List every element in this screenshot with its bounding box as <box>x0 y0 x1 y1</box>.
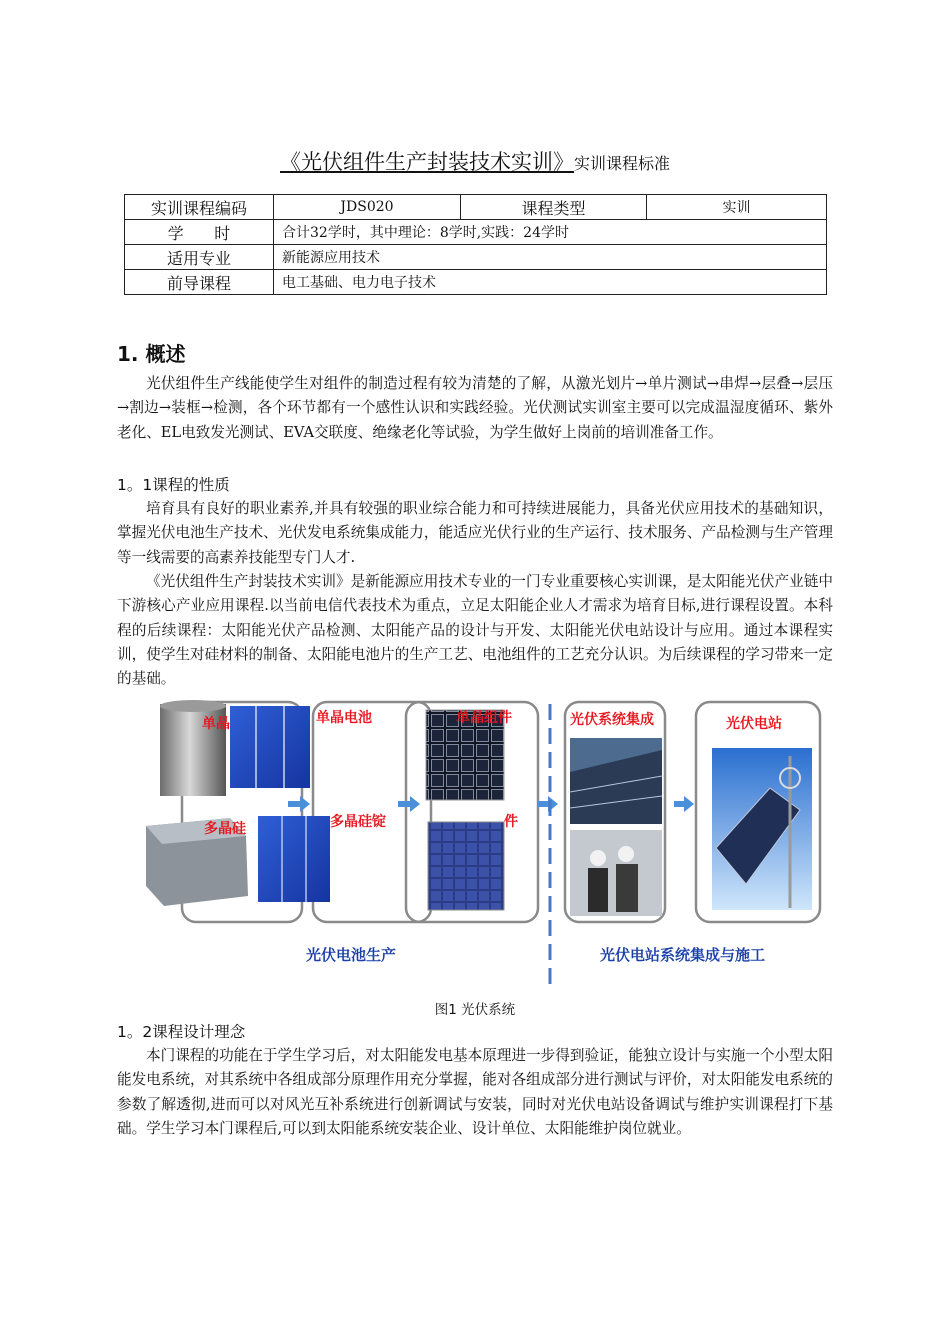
label-construction: 光伏电站系统集成与施工 <box>600 946 766 964</box>
frame-cell <box>313 702 431 922</box>
major-label: 适用专业 <box>125 245 274 270</box>
table-row <box>125 195 827 220</box>
table-row <box>125 270 827 295</box>
poly-module-image <box>428 822 504 910</box>
prereq-label: 前导课程 <box>125 270 274 295</box>
title-sub: 实训课程标准 <box>573 154 670 173</box>
label-mono: 单晶 <box>202 716 230 732</box>
arrow-icon <box>674 796 694 812</box>
figure-caption: 图1 光伏系统 <box>434 1002 516 1018</box>
label-station: 光伏电站 <box>726 716 782 732</box>
hours-value: 合计32学时，其中理论：8学时,实践：24学时 <box>274 220 827 245</box>
arrow-icon <box>538 796 558 812</box>
label-poly-module: 件 <box>504 814 518 830</box>
major-value: 新能源应用技术 <box>274 245 827 270</box>
nature-paragraph-1: 培育具有良好的职业素养,并具有较强的职业综合能力和可持续进展能力，具备光伏应用技术的基础知识，掌握光伏电池生产技术、光伏发电系统集成能力，能适应光伏行业的生产运行、技术服务、产品检测与生产管理等一线需要的高素养技能型专门人才. <box>117 500 833 566</box>
label-mono-module: 单晶组件 <box>456 710 512 726</box>
code-label: 实训课程编码 <box>125 195 274 220</box>
code-value: JDS020 <box>274 195 461 220</box>
type-label: 课程类型 <box>461 195 647 220</box>
page-title <box>0 146 950 176</box>
prereq-value: 电工基础、电力电子技术 <box>274 270 827 295</box>
label-mono-cell: 单晶电池 <box>316 710 372 726</box>
arrow-icon <box>288 796 310 812</box>
section-heading-nature: 1。1课程的性质 <box>117 476 230 494</box>
mono-cell-image <box>230 706 310 788</box>
hours-label: 学 时 <box>125 220 274 245</box>
nature-paragraph-2: 《光伏组件生产封装技术实训》是新能源应用技术专业的一门专业重要核心实训课，是太阳能光伏产业链中下游核心产业应用课程.以当前电信代表技术为重点，立足太阳能企业人才需求为培育目标,进行课程设置。本科程的后续课程：太阳能光伏产品检测、太阳能产品的设计与开发、太阳能光伏电站设计与应用。通过本课程实训，使学生对硅材料的制备、太阳能电池片的生产工艺、电池组件的工艺充分认识。为后续课程的学习带来一定的基础。 <box>117 573 833 688</box>
label-integration: 光伏系统集成 <box>570 712 654 728</box>
label-poly-ingot: 多晶硅锭 <box>330 814 386 830</box>
section-heading-overview: 1. 概述 <box>117 342 186 366</box>
section-heading-design: 1。2课程设计理念 <box>117 1023 246 1041</box>
poly-cell-image <box>258 816 330 902</box>
pv-system-figure <box>130 698 830 988</box>
title-main: 《光伏组件生产封装技术实训》 <box>279 150 574 174</box>
label-production: 光伏电池生产 <box>306 946 397 964</box>
table-row <box>125 220 827 245</box>
label-poly: 多晶硅 <box>204 821 246 837</box>
type-value: 实训 <box>647 195 827 220</box>
table-row <box>125 245 827 270</box>
course-info-table <box>124 194 827 295</box>
design-paragraph: 本门课程的功能在于学生学习后，对太阳能发电基本原理进一步得到验证，能独立设计与实施一个小型太阳能发电系统，对其系统中各组成部分原理作用充分掌握，能对各组成部分进行测试与评价，对太阳能发电系统的参数了解透彻,进而可以对风光互补系统进行创新调试与安装，同时对光伏电站设备调试与维护实训课程打下基础。学生学习本门课程后,可以到太阳能系统安装企业、设计单位、太阳能维护岗位就业。 <box>117 1047 833 1137</box>
overview-paragraph: 光伏组件生产线能使学生对组件的制造过程有较为清楚的了解，从激光划片→单片测试→串焊→层叠→层压→割边→装框→检测，各个环节都有一个感性认识和实践经验。光伏测试实训室主要可以完成温湿度循环、紫外老化、EL电致发光测试、EVA交联度、绝缘老化等试验，为学生做好上岗前的培训准备工作。 <box>117 375 833 441</box>
arrow-icon <box>398 796 420 812</box>
